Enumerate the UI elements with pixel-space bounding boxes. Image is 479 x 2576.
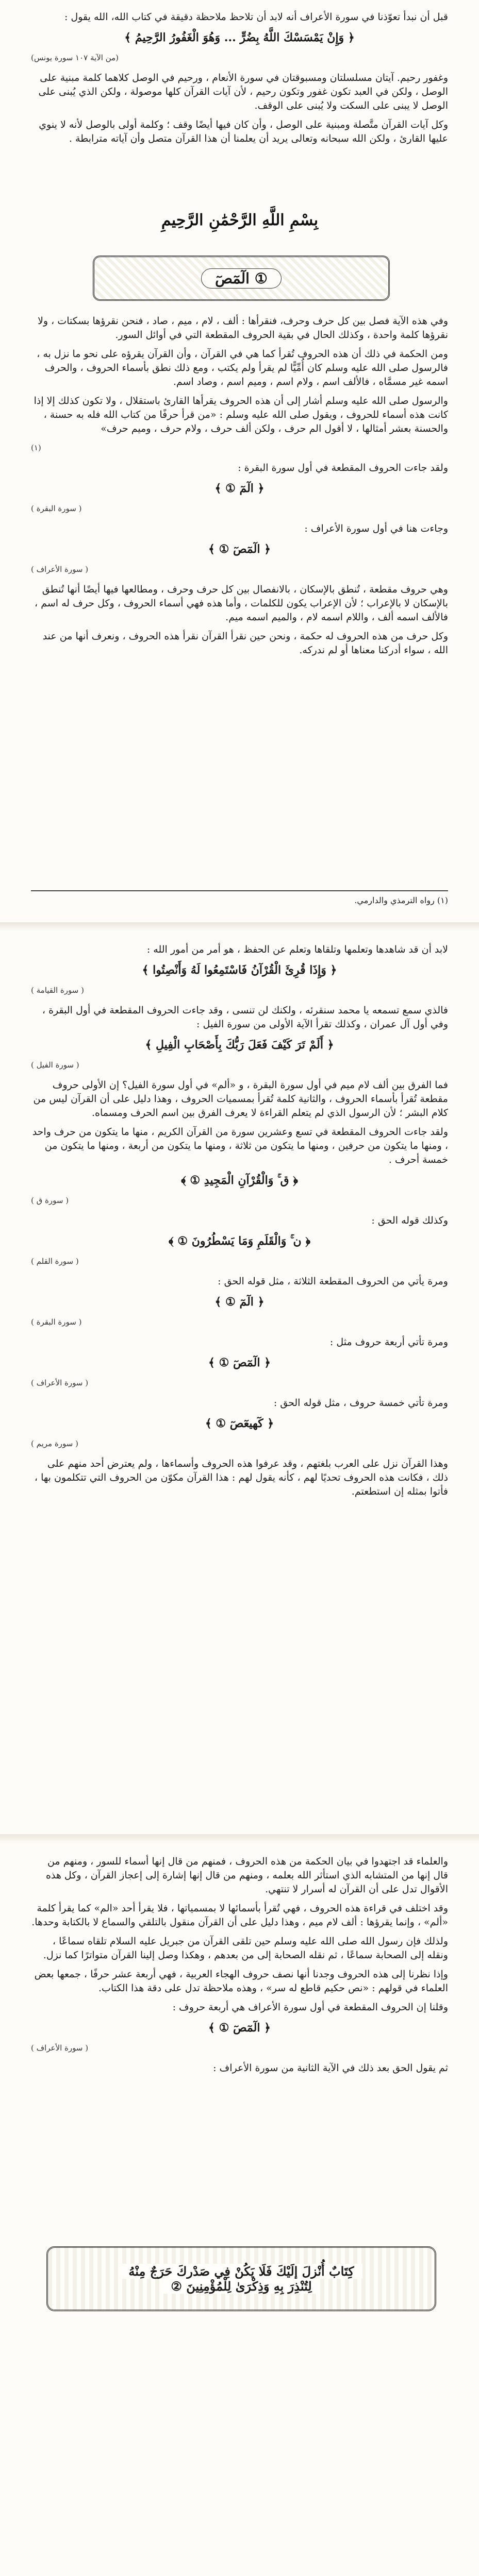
quran-verse: ﴿ الٓمٓصٓ ① ﴾ (208, 543, 271, 556)
body-paragraph: ولقد جاءت الحروف المقطعة في أول سورة البقرة : (238, 462, 448, 473)
body-paragraph: والرسول صلى الله عليه وسلم أشار إلى أن هذه الحروف يقرأها القارئ باستقلال ، ولا تكون كذلك إلا إذا كانت هذه أسماء للحروف ، ويقول صلى الله عليه وسلم : «من قرأ حرفًا من كتاب الله فله به حسنة ، والحسنة بعشر أمثالها ، لا أقول الم حرف ، ولكن ألف حرف ، ولام حرف ، وميم حرف» (34, 395, 448, 434)
body-paragraph: ومن الحكمة في ذلك أن هذه الحروف تُقرأ كما هي في القرآن ، وأن القرآن يقرؤه على نحو ما نزل به ، فالرسول صلى الله عليه وسلم كان أُمِّيًّا لم يقرأ ولم يكتب ، ومع ذلك نطق بأسماء الحروف ، والحرف اسمه غير مسمَّاه ، فالألف اسم ، ولام اسم ، وميم اسم ، وصاد اسم. (37, 348, 448, 387)
footnote-divider (31, 890, 448, 891)
surah-opening-frame (93, 256, 390, 301)
quran-verse: ﴿ وَإِذَا قُرِئَ الْقُرْآنُ فَاسْتَمِعُوا لَهُ وَأَنْصِتُوا ﴾ (142, 963, 337, 977)
body-paragraph: وكذلك قوله الحق : (371, 1215, 448, 1226)
quran-verse: ﴿ أَلَمْ تَرَ كَيْفَ فَعَلَ رَبُّكَ بِأَصْحَابِ الْفِيلِ ﴾ (145, 1038, 334, 1052)
surah-label: ( سورة الأعراف ) (31, 565, 89, 574)
ornament-verse-line: كِتَابٌ أُنْزِلَ إِلَيْكَ فَلَا يَكُنْ فِي صَدْرِكَ حَرَجٌ مِنْهُ (120, 2264, 362, 2279)
body-paragraph: وإذا نظرنا إلى هذه الحروف وجدنا أنها نصف حروف الهجاء العربية ، فهي أربعة عشر حرفًا ، جمعها بعض العلماء في قولهم : «نص حكيم قاطع له سر» ، وهذه ملاحظة تدل على دقة هذا الكتاب. (34, 1969, 448, 1994)
body-paragraph: وغفور رحيم. آيتان مسلسلتان ومسبوقتان في سورة الأنعام ، ورحيم في الوصل كلاهما كلمة مبنية على الوصل ، ولكن في العبد تكون غفور وتكون رحيم ، لأن آيات القرآن كلها موصولة ، ولكن الذي يُبنى على الوصل لا يبنى على السكت ولا يُبنى على الوقف. (38, 72, 448, 111)
body-paragraph: وقلنا إن الحروف المقطعة في أول سورة الأعراف هي أربعة حروف : (172, 2002, 448, 2013)
body-paragraph: ولقد جاءت الحروف المقطعة في تسع وعشرين سورة من القرآن الكريم ، منها ما يتكون من حرف واحد ، ومنها ما يتكون من حرفين ، ومنها ما يتكون من ثلاثة ، ومنها ما يتكون من أربعة ، ومنها ما يتكون من خمسة أحرف . (32, 1126, 448, 1165)
page3-body (31, 1855, 448, 2080)
page-separator (0, 1834, 479, 1843)
surah-label: ( سورة الفيل ) (31, 1060, 79, 1070)
footnote-marker: (١) (31, 443, 41, 452)
quran-verse: ﴿ وَإِنْ يَمْسَسْكَ اللَّهُ بِضُرٍّ ... وَهُوَ الْغَفُورُ الرَّحِيمُ ﴾ (124, 31, 355, 44)
quran-verse: ﴿ كٓهيعٓصٓ ① ﴾ (205, 1417, 274, 1430)
body-paragraph: وجاءت هنا في أول سورة الأعراف : (304, 523, 448, 534)
surah-label: ( سورة الأعراف ) (31, 1378, 89, 1387)
surah-label: ( سورة البقرة ) (31, 1317, 82, 1327)
body-paragraph: والعلماء قد اجتهدوا في بيان الحكمة من هذه الحروف ، فمنهم من قال إنها أسماء للسور ، ومنهم من قال إنها من المتشابه الذي استأثر الله بعلمه ، ومنهم من قال إنها إشارة إلى إعجاز القرآن ، وكل هذه الأقوال تدل على أن القرآن له أسرار لا تنتهي. (45, 1856, 448, 1895)
quran-verse: ﴿ ق ۚ وَالْقُرْآنِ الْمَجِيدِ ① ﴾ (181, 1174, 298, 1187)
quran-verse: ﴿ ن ۚ وَالْقَلَمِ وَمَا يَسْطُرُونَ ① ﴾ (168, 1234, 311, 1248)
body-paragraph: فما الفرق بين ألف لام ميم في أول سورة البقرة ، و «ألم» في أول سورة الفيل؟ إن الأولى حروف مقطعة تُقرأ بأسماء الحروف ، والثانية كلمة تُقرأ بمسميات الحروف ، وهذا دليل على أن القرآن ليس من كلام البشر ؛ لأن الرسول الذي لم يتعلم القراءة لا يعرف الفرق بين اسم الحرف ومسماه. (33, 1079, 448, 1118)
body-paragraph: وهذا القرآن نزل على العرب بلغتهم ، وقد عرفوا هذه الحروف وأسماءها ، ولم يعترض أحد منهم على ذلك ، فكانت هذه الحروف تحديًا لهم ، كأنه يقول لهم : هذا القرآن مكوّن من الحروف التي تتكلمون بها ، فأتوا بمثله إن استطعتم. (34, 1458, 448, 1497)
quran-verse: ﴿ الٓمٓ ① ﴾ (214, 1295, 265, 1309)
body-paragraph: ثم يقول الحق بعد ذلك في الآية الثانية من سورة الأعراف : (213, 2062, 448, 2074)
body-paragraph: لابد أن قد شاهدها وتعلمها وتلقاها وتعلم عن الحفظ ، هو أمر من أمور الله : (146, 944, 448, 955)
ornament-verse-line: لِتُنْذِرَ بِهِ وَذِكْرَىٰ لِلْمُؤْمِنِينَ ② (162, 2279, 320, 2294)
surah-label: ( سورة القلم ) (31, 1257, 79, 1266)
body-paragraph: وهي حروف مقطعة ، تُنطق بالإسكان ، بالانفصال بين كل حرف وحرف ، ومطالعها فيها أيضًا أنها تُنطق بالإسكان لا بالإعراب ؛ لأن الإعراب يكون للكلمات ، وأما هذه فهي أسماء الحروف ، وكل حرف له اسم ، فالألف اسمه ألف ، واللام اسمه لام ، والميم اسمه ميم. (35, 584, 448, 623)
body-paragraph: وقد اختلف في قراءة هذه الحروف ، فهي تُقرأ بأسمائها لا بمسمياتها ، فلا يقرأ أحد «الم» كما يقرأ كلمة «ألم» ، وإنما يقرؤها : ألف لام ميم ، وهذا دليل على أن القرآن منقول بالتلقي والسماع لا بالكتابة وحدها. (31, 1903, 448, 1928)
page-separator (0, 922, 479, 931)
surah-label: ( سورة البقرة ) (31, 504, 82, 513)
surah-label: ( سورة الأعراف ) (31, 2043, 89, 2053)
body-paragraph: ولذلك فإن رسول الله صلى الله عليه وسلم حين تلقى القرآن من جبريل عليه السلام تلقاه سماعًا ، ونقله إلى الصحابة سماعًا ، ثم نقله الصحابة إلى من بعدهم ، وهكذا وصل إلينا القرآن متواترًا كما نزل. (43, 1936, 448, 1961)
page1-body (31, 314, 448, 663)
body-paragraph: ومرة تأتي أربعة حروف مثل : (329, 1336, 448, 1348)
footnote: (١) رواه الترمذي والدارمي. (354, 895, 448, 905)
quran-verse: ﴿ الٓمٓ ① ﴾ (214, 482, 265, 495)
quran-verse: ﴿ الٓمٓصٓ ① ﴾ (208, 1356, 271, 1369)
page1-header-text (31, 10, 448, 151)
verse-ornament-frame (46, 2246, 436, 2311)
body-paragraph: ومرة تأتي خمسة حروف ، مثل قوله الحق : (273, 1397, 448, 1409)
body-paragraph: ومرة يأتي من الحروف المقطعة الثلاثة ، مثل قوله الحق : (218, 1276, 448, 1287)
intro-paragraph: قبل أن نبدأ تعوّذنا في سورة الأعراف أنه لابد أن تلاحظ ملاحظة دقيقة في كتاب الله، الله يقول : (64, 11, 448, 23)
body-paragraph: وفي هذه الآية فصل بين كل حرف وحرف، فنقرأها : ألف ، لام ، ميم ، صاد ، فنحن نقرؤها بسكتات ، ولا نقرؤها كلمة واحدة ، وكذلك الحال في بقية الحروف المقطعة التي في أوائل السور. (38, 315, 448, 341)
surah-label: ( سورة مريم ) (31, 1439, 78, 1448)
body-paragraph: وكل آيات القرآن متَّصلة ومبنية على الوصل ، وأن كان فيها أيضًا وقف ؛ وكلمة أولى بالوصل لأنه لا ينوي عليها القارئ ، ولكن الله سبحانه وتعالى يريد أن يعلمنا أن هذا القرآن متصل وأن آياته مترابطة . (39, 119, 448, 144)
body-paragraph: فالذي سمع تسمعه يا محمد سنقرئه ، ولكنك لن تنسى ، وقد جاءت الحروف المقطعة في أول البقرة ، وفي أول آل عمران ، وكذلك تقرأ الآية الأولى من سورة الفيل : (42, 1005, 448, 1030)
surah-label: ( سورة ق ) (31, 1196, 69, 1205)
quran-verse: ﴿ الٓمٓصٓ ① ﴾ (208, 2021, 271, 2035)
surah-label: ( سورة القيامة ) (31, 986, 84, 995)
surah-opening-letters: الٓمٓصٓ ① (201, 268, 282, 289)
verse-reference: (من الآية ١٠٧ سورة يونس) (31, 53, 119, 62)
body-paragraph: وكل حرف من هذه الحروف له حكمة ، ونحن حين نقرأ القرآن نقرأ هذه الحروف ، ونعرف أنها من عند الله ، سواء أدركنا معناها أو لم ندركه. (42, 631, 448, 656)
page2-body (31, 943, 448, 1504)
basmala-text: بِسْمِ اللَّهِ الرَّحْمَٰنِ الرَّحِيمِ (161, 211, 319, 229)
basmala-banner (144, 192, 335, 248)
